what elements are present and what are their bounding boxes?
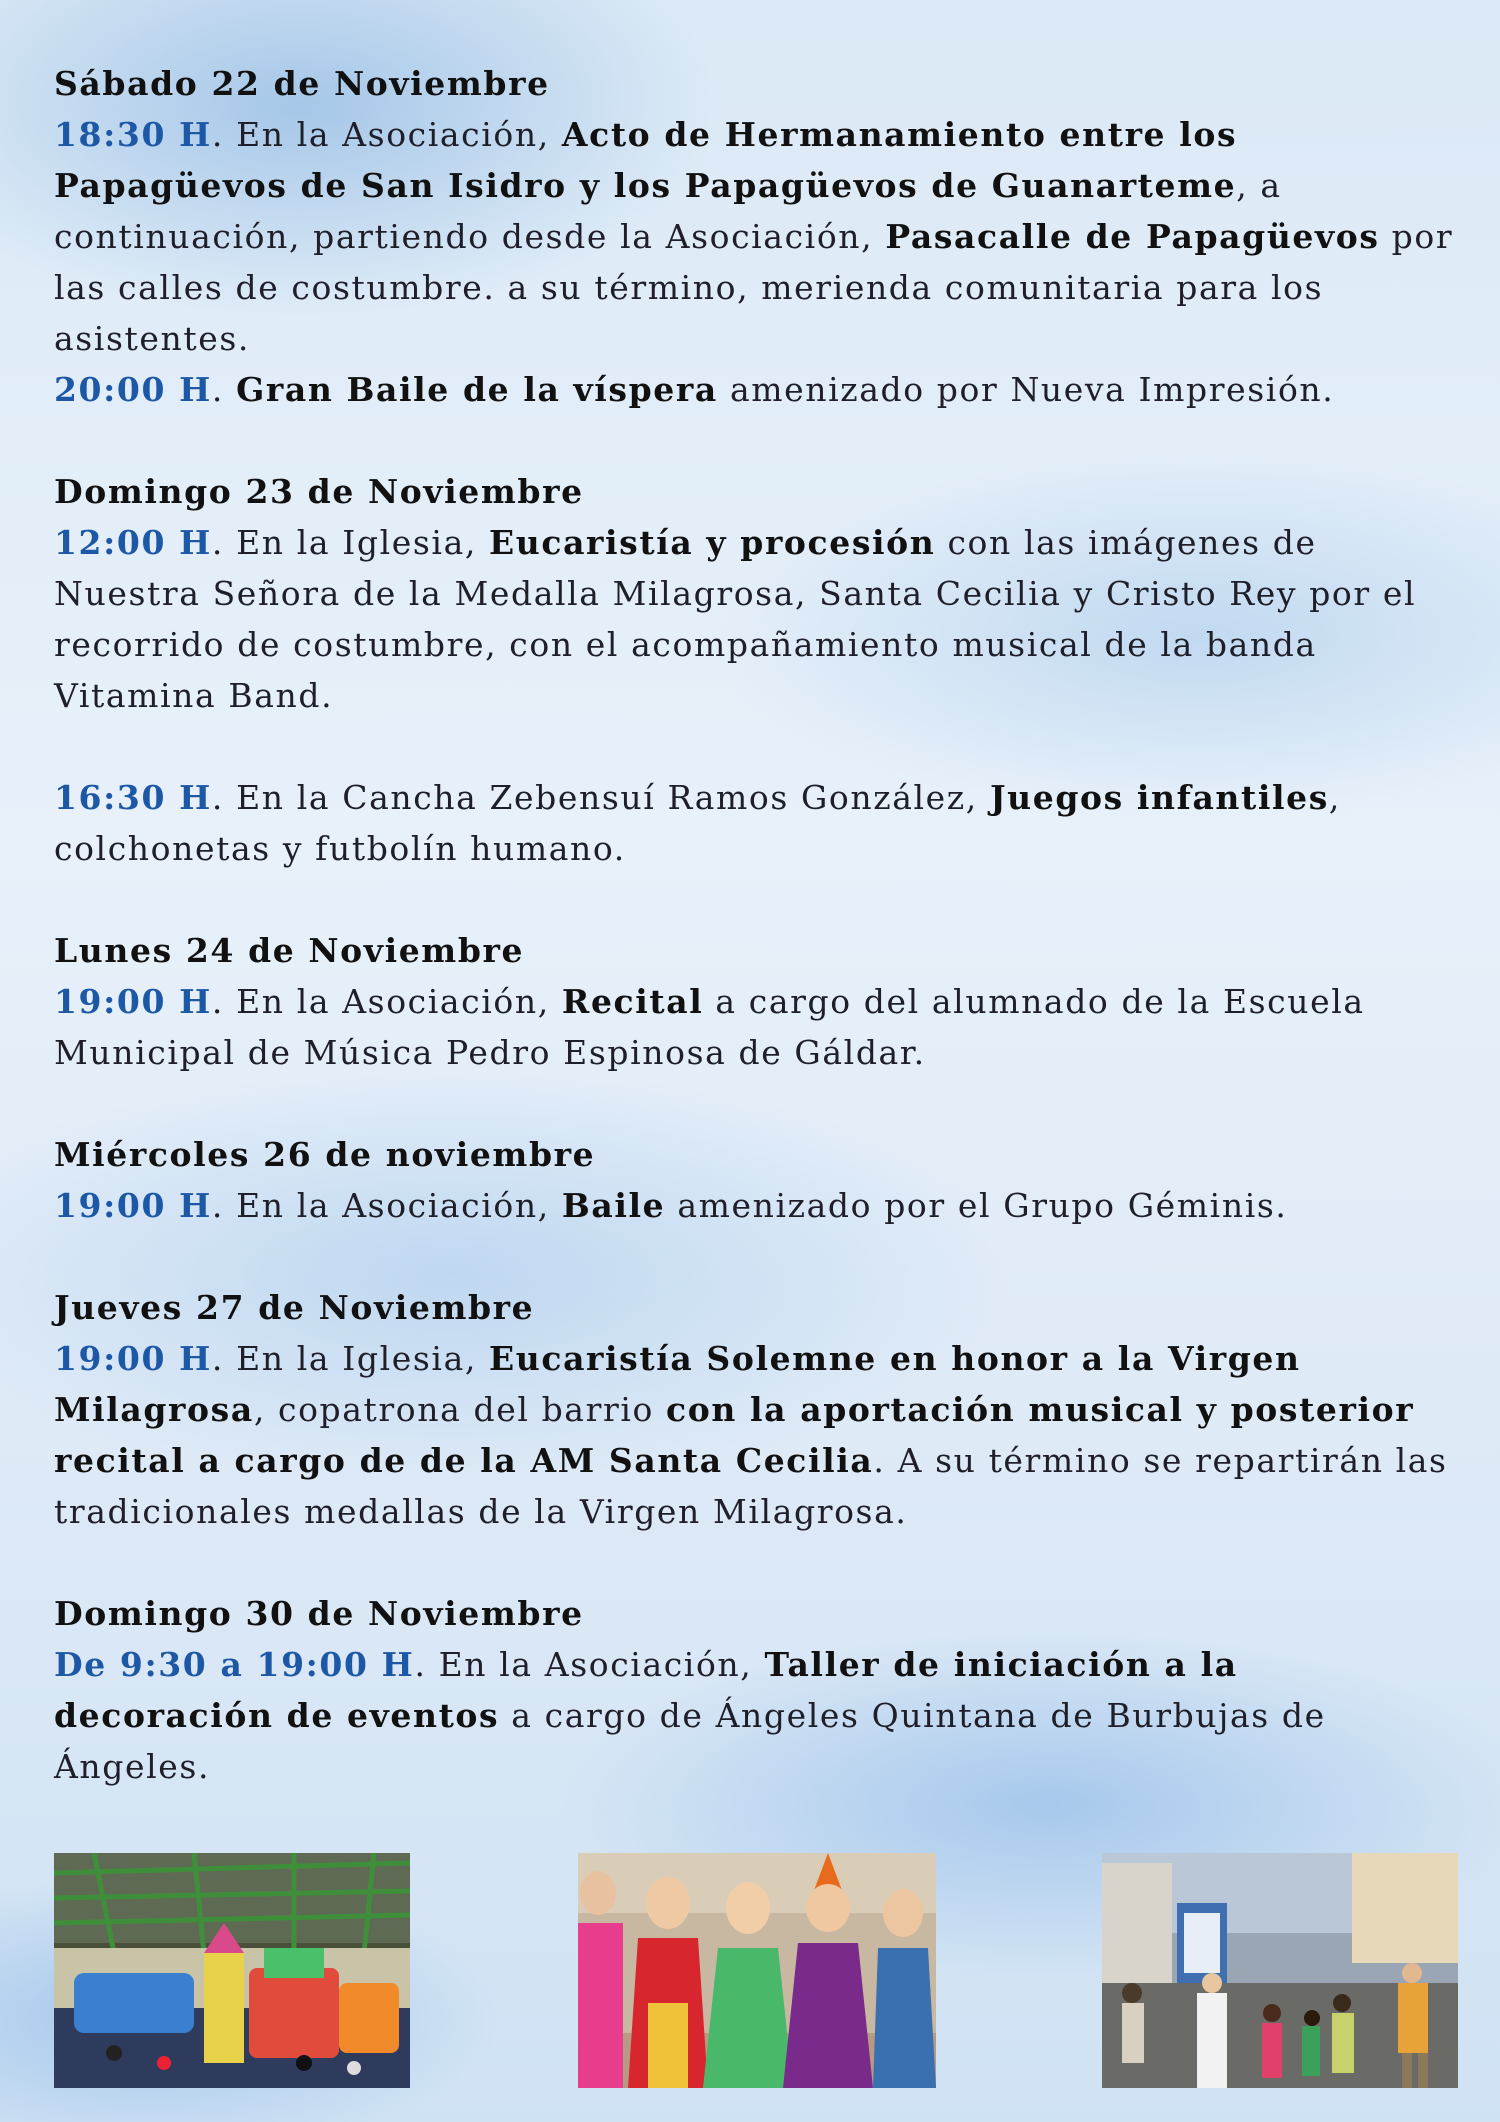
event-text: . En la Asociación, <box>211 115 562 154</box>
event-entry <box>54 517 1454 721</box>
inflatables-photo <box>54 1853 410 2088</box>
program-schedule <box>54 58 1454 1792</box>
day-block <box>54 1588 1454 1792</box>
event-highlight: Gran Baile de la víspera <box>236 370 718 409</box>
event-text: , copatrona del barrio <box>253 1390 667 1429</box>
event-text: amenizado por el Grupo Géminis. <box>665 1186 1288 1225</box>
event-highlight: Pasacalle de Papagüevos <box>885 217 1380 256</box>
day-title: Jueves 27 de Noviembre <box>54 1288 535 1327</box>
event-highlight: con la aportación musical y posterior recital a cargo de de la AM Santa Cecilia <box>54 1390 1415 1480</box>
event-highlight: Eucaristía y procesión <box>489 523 936 562</box>
event-time: 19:00 H <box>54 1339 212 1378</box>
procession-photo <box>1102 1853 1458 2088</box>
event-time: 20:00 H <box>54 370 212 409</box>
event-text: a cargo del alumnado de la Escuela Municipal de Música Pedro Espinosa de Gáldar. <box>54 982 1365 1072</box>
day-title: Sábado 22 de Noviembre <box>54 64 550 103</box>
event-text: . En la Cancha Zebensuí Ramos González, <box>211 778 990 817</box>
event-text: . En la Asociación, <box>211 1186 562 1225</box>
day-block <box>54 58 1454 415</box>
event-entry <box>54 1180 1454 1231</box>
event-time: 16:30 H <box>54 778 212 817</box>
event-highlight: Eucaristía Solemne en honor a la Virgen Milagrosa <box>54 1339 1301 1429</box>
day-block <box>54 925 1454 1078</box>
event-time: 19:00 H <box>54 982 212 1021</box>
spacer <box>54 721 1454 772</box>
event-time: 18:30 H <box>54 115 212 154</box>
event-highlight: Acto de Hermanamiento entre los Papagüevos de San Isidro y los Papagüevos de Guanarteme <box>54 115 1238 205</box>
event-text: amenizado por Nueva Impresión. <box>717 370 1335 409</box>
event-text: . En la Asociación, <box>211 982 562 1021</box>
event-highlight: Recital <box>561 982 704 1021</box>
event-text: con las imágenes de Nuestra Señora de la Medalla Milagrosa, Santa Cecilia y Cristo Rey por el recorrido de costumbre, con el acompañamiento musical de la banda Vitamina Band. <box>54 523 1417 715</box>
event-text: . A su término se repartirán las tradicionales medallas de la Virgen Milagrosa. <box>54 1441 1448 1531</box>
event-text: . En la Asociación, <box>414 1645 765 1684</box>
event-text: . En la Iglesia, <box>211 523 490 562</box>
event-entry <box>54 1639 1454 1792</box>
event-highlight: Juegos infantiles <box>989 778 1329 817</box>
photo-strip <box>54 1853 1458 2088</box>
papaguevos-photo <box>578 1853 936 2088</box>
event-time: De 9:30 a 19:00 H <box>54 1645 415 1684</box>
event-text: , colchonetas y futbolín humano. <box>54 778 1342 868</box>
day-title: Miércoles 26 de noviembre <box>54 1135 596 1174</box>
event-text: , a continuación, partiendo desde la Asociación, <box>54 166 1282 256</box>
day-title: Domingo 30 de Noviembre <box>54 1594 584 1633</box>
day-block <box>54 466 1454 874</box>
event-entry <box>54 1333 1454 1537</box>
day-block <box>54 1129 1454 1231</box>
event-entry <box>54 109 1454 364</box>
event-highlight: Baile <box>561 1186 666 1225</box>
event-entry <box>54 772 1454 874</box>
day-title: Domingo 23 de Noviembre <box>54 472 584 511</box>
day-title: Lunes 24 de Noviembre <box>54 931 525 970</box>
event-time: 19:00 H <box>54 1186 212 1225</box>
event-entry <box>54 976 1454 1078</box>
event-text: . En la Iglesia, <box>211 1339 490 1378</box>
event-highlight: Taller de iniciación a la decoración de eventos <box>54 1645 1238 1735</box>
event-text: por las calles de costumbre. a su término, merienda comunitaria para los asistentes. <box>54 217 1454 358</box>
event-text: . <box>211 370 237 409</box>
event-text: a cargo de Ángeles Quintana de Burbujas de Ángeles. <box>54 1696 1326 1786</box>
event-time: 12:00 H <box>54 523 212 562</box>
event-entry <box>54 364 1454 415</box>
day-block <box>54 1282 1454 1537</box>
